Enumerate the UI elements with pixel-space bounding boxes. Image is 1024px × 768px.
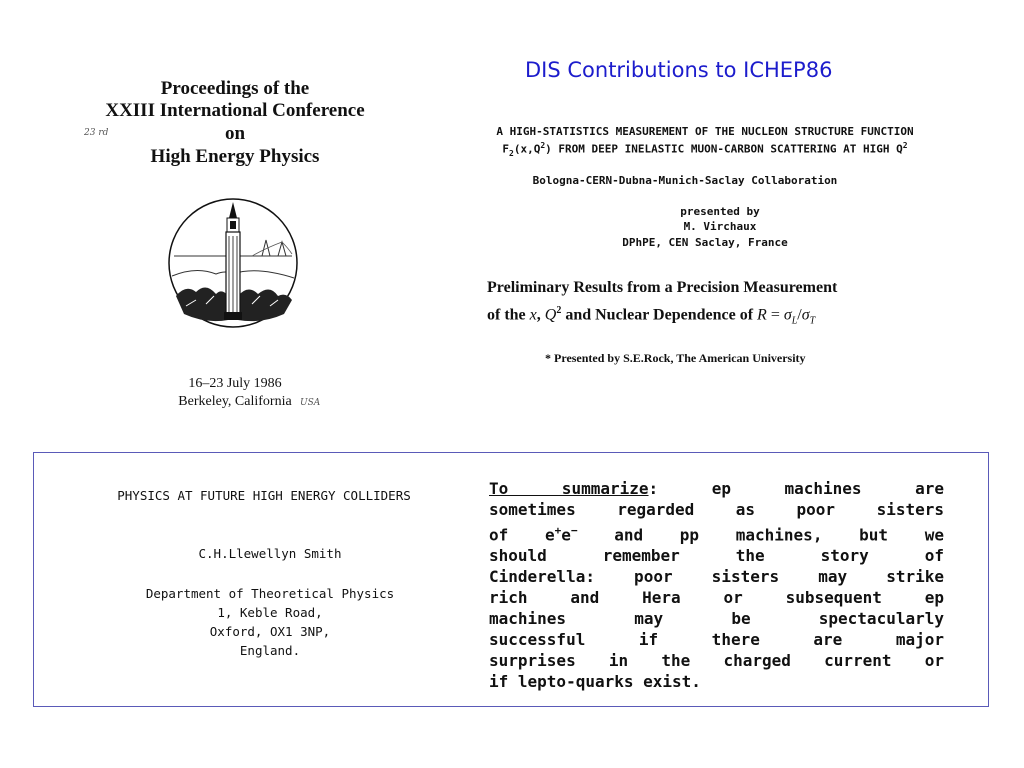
summary-line9: surprises in the charged current or — [489, 651, 944, 671]
summary-line10: if lepto-quarks exist. — [489, 672, 701, 692]
paper2-sub-l: L — [791, 315, 798, 327]
paper1-title-rest: ) FROM DEEP INELASTIC MUON-CARBON SCATTERING AT HIGH Q — [545, 142, 903, 156]
cover-title-line3: on — [224, 123, 246, 144]
paper2-r-symbol: R — [757, 306, 767, 324]
paper1-f-symbol: F — [502, 142, 509, 156]
paper2-equals: = — [766, 306, 784, 324]
summary-line1 — [489, 478, 944, 499]
paper3-author: C.H.Llewellyn Smith — [198, 546, 342, 561]
paper2-q-symbol: Q — [544, 306, 557, 324]
summary-line7: machines may be spectacularly — [489, 609, 944, 629]
summary-positron-sup: + — [554, 524, 562, 537]
paper2-text-c: and Nuclear Dependence of — [561, 306, 758, 324]
cover-place: Berkeley, California — [178, 394, 292, 409]
summary-line5: Cinderella: poor sisters may strike — [489, 567, 944, 587]
paper1-author: M. Virchaux — [683, 220, 757, 233]
paper1-subscript: 2 — [509, 148, 514, 158]
paper3-address-line1: 1, Keble Road, — [217, 605, 323, 620]
cover-handwritten-country: USA — [300, 398, 321, 408]
paper2-text-b: , — [536, 306, 545, 324]
summary-lead: To summarize — [489, 479, 649, 498]
paper3-address-line3: England. — [239, 643, 301, 658]
summary-electron-sup: − — [570, 524, 578, 537]
summary-line3-a: of e — [489, 525, 555, 545]
cover-title-line2: XXIII International Conference — [105, 100, 365, 121]
summary-line1-rest: : ep machines are — [648, 479, 945, 498]
campanile-emblem-icon — [166, 196, 300, 330]
paper2-title-line1: Preliminary Results from a Precision Measurement — [487, 279, 838, 296]
paper1-title-line1: A HIGH-STATISTICS MEASUREMENT OF THE NUCLEON STRUCTURE FUNCTION — [496, 125, 914, 138]
summary-line4: should remember the story of — [489, 546, 944, 566]
summary-line2: sometimes regarded as poor sisters — [489, 500, 944, 519]
summary-line3 — [489, 520, 944, 545]
paper1-end-superscript: 2 — [902, 141, 908, 150]
paper3-address-line2: Oxford, OX1 3NP, — [209, 624, 331, 639]
paper2-title-line2 — [487, 305, 815, 327]
summary-line3-c: and pp machines, but we — [577, 525, 945, 545]
paper2-sub-t: T — [809, 315, 816, 327]
summary-quote — [489, 478, 944, 692]
paper3-department: Department of Theoretical Physics — [145, 586, 395, 601]
paper2-slash: / — [797, 306, 802, 324]
summary-line6: rich and Hera or subsequent ep — [489, 588, 944, 608]
cover-handwritten-number: 23 rd — [84, 128, 109, 138]
paper2-sigma-l: σ — [783, 306, 792, 324]
cover-title-line1: Proceedings of the — [160, 78, 310, 99]
slide-title: DIS Contributions to ICHEP86 — [525, 58, 833, 82]
paper1-presented-by: presented by — [680, 205, 760, 218]
cover-title-line4: High Energy Physics — [150, 146, 320, 167]
cover-date: 16–23 July 1986 — [188, 376, 282, 391]
summary-line3-b: e — [561, 525, 571, 545]
paper1-title-line2 — [455, 141, 955, 158]
paper1-collaboration: Bologna-CERN-Dubna-Munich-Saclay Collaboration — [532, 174, 838, 187]
paper1-institute: DPhPE, CEN Saclay, France — [622, 236, 788, 249]
paper2-text-a: of the — [487, 306, 530, 324]
paper1-args: (x,Q — [513, 142, 541, 156]
summary-line8: successful if there are major — [489, 630, 944, 650]
paper2-q-superscript: 2 — [556, 305, 562, 316]
paper2-sigma-t: σ — [801, 306, 810, 324]
paper2-footnote: * Presented by S.E.Rock, The American University — [545, 351, 806, 365]
paper1-superscript: 2 — [540, 141, 546, 150]
proceedings-cover — [70, 70, 400, 430]
paper3-title: PHYSICS AT FUTURE HIGH ENERGY COLLIDERS — [117, 488, 411, 503]
paper2-x-symbol: x — [529, 306, 537, 324]
